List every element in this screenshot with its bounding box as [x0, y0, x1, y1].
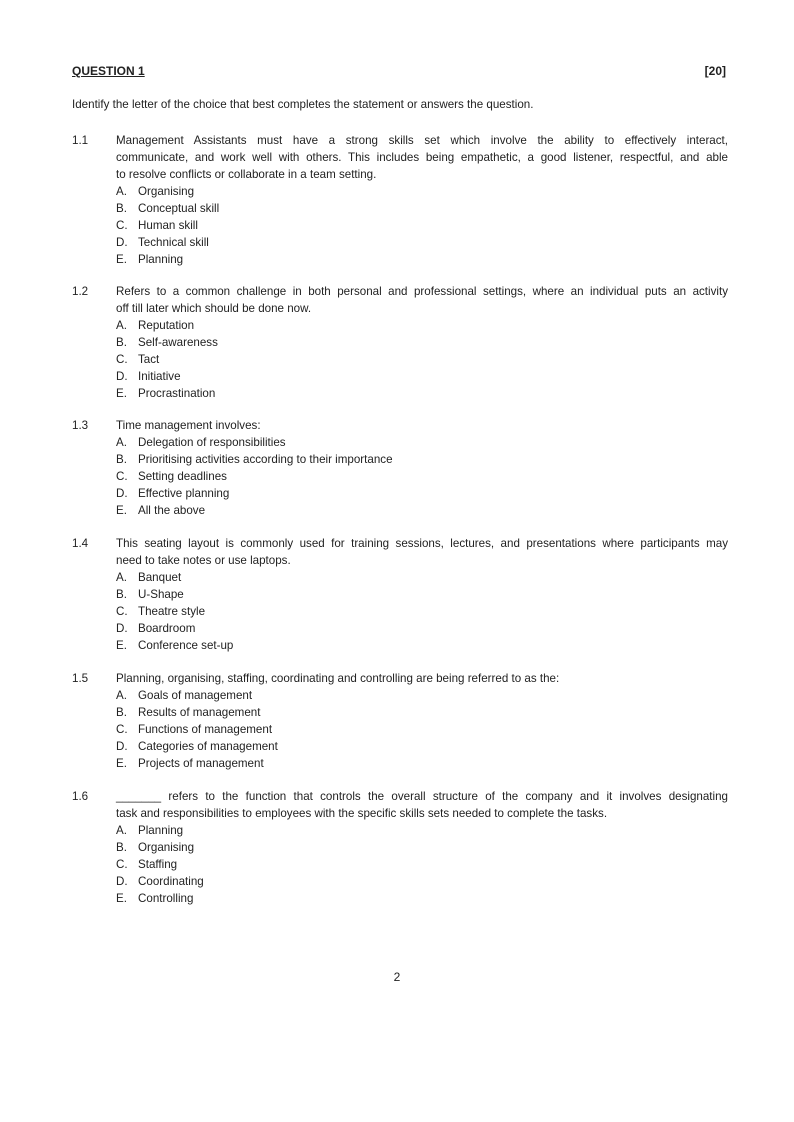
option-letter: E. — [116, 892, 127, 905]
question-item — [72, 670, 728, 772]
question-stem — [116, 670, 728, 687]
stem-line: This seating layout is commonly used for training sessions, lectures, and presentations where participants may — [116, 537, 728, 550]
option-letter: B. — [116, 706, 127, 719]
option-letter: D. — [116, 487, 128, 500]
option-text: Human skill — [138, 219, 198, 232]
stem-line: Refers to a common challenge in both personal and professional settings, where an individual puts an activity — [116, 285, 728, 298]
stem-line: Time management involves: — [116, 419, 261, 432]
answer-option — [116, 200, 728, 217]
question-number: 1.6 — [72, 790, 89, 803]
answer-option — [116, 368, 728, 385]
question-item — [72, 417, 728, 519]
answer-option — [116, 183, 728, 200]
option-text: Projects of management — [138, 757, 264, 770]
option-letter: A. — [116, 319, 127, 332]
answer-option — [116, 620, 728, 637]
option-text: Organising — [138, 185, 195, 198]
option-text: Banquet — [138, 571, 182, 584]
option-letter: A. — [116, 185, 127, 198]
answer-option — [116, 687, 728, 704]
page-number: 2 — [393, 970, 401, 984]
option-text: Theatre style — [138, 605, 206, 618]
option-letter: D. — [116, 740, 128, 753]
option-letter: E. — [116, 757, 127, 770]
stem-line: _______ refers to the function that controls the overall structure of the company and it involves designating — [116, 790, 728, 803]
answer-option — [116, 721, 728, 738]
question-item — [72, 788, 728, 907]
option-text: Controlling — [138, 892, 194, 905]
option-letter: D. — [116, 236, 128, 249]
question-stem — [116, 283, 728, 317]
answer-option — [116, 637, 728, 654]
option-letter: E. — [116, 253, 127, 266]
question-number: 1.5 — [72, 672, 89, 685]
question-stem — [116, 535, 728, 569]
question-number: 1.2 — [72, 285, 89, 298]
option-letter: A. — [116, 436, 127, 449]
answer-option — [116, 385, 728, 402]
option-text: Planning — [138, 253, 184, 266]
answer-option — [116, 251, 728, 268]
option-text: Boardroom — [138, 622, 196, 635]
answer-option — [116, 873, 728, 890]
option-letter: C. — [116, 605, 128, 618]
option-text: Effective planning — [138, 487, 230, 500]
stem-line: to resolve conflicts or collaborate in a team setting. — [116, 168, 377, 181]
option-letter: C. — [116, 858, 128, 871]
option-text: Reputation — [138, 319, 195, 332]
option-text: Goals of management — [138, 689, 253, 702]
option-letter: C. — [116, 470, 128, 483]
option-letter: C. — [116, 219, 128, 232]
answer-option — [116, 334, 728, 351]
option-text: Delegation of responsibilities — [138, 436, 286, 449]
answer-option — [116, 704, 728, 721]
answer-option — [116, 755, 728, 772]
option-text: Self-awareness — [138, 336, 218, 349]
answer-option — [116, 738, 728, 755]
question-item — [72, 535, 728, 654]
option-letter: B. — [116, 336, 127, 349]
answer-option — [116, 234, 728, 251]
question-title: QUESTION 1 — [72, 64, 145, 78]
option-letter: E. — [116, 387, 127, 400]
option-text: Technical skill — [138, 236, 209, 249]
option-letter: C. — [116, 353, 128, 366]
answer-option — [116, 856, 728, 873]
stem-line: Planning, organising, staffing, coordinating and controlling are being referred to as the: — [116, 672, 560, 685]
instruction-text: Identify the letter of the choice that best completes the statement or answers the question. — [72, 98, 534, 111]
option-text: Conceptual skill — [138, 202, 220, 215]
stem-line: task and responsibilities to employees with the specific skills sets needed to complete the tasks. — [116, 807, 608, 820]
option-text: All the above — [138, 504, 206, 517]
question-item — [72, 132, 728, 268]
option-text: Planning — [138, 824, 184, 837]
answer-option — [116, 485, 728, 502]
answer-option — [116, 502, 728, 519]
stem-line: off till later which should be done now. — [116, 302, 312, 315]
question-stem — [116, 788, 728, 822]
option-text: Prioritising activities according to their importance — [138, 453, 393, 466]
option-text: Initiative — [138, 370, 181, 383]
answer-option — [116, 317, 728, 334]
answer-option — [116, 603, 728, 620]
option-text: Conference set-up — [138, 639, 234, 652]
option-letter: C. — [116, 723, 128, 736]
option-letter: A. — [116, 824, 127, 837]
option-text: Categories of management — [138, 740, 278, 753]
option-text: Organising — [138, 841, 195, 854]
answer-option — [116, 451, 728, 468]
stem-line: Management Assistants must have a strong skills set which involve the ability to effectively interact, — [116, 134, 728, 147]
answer-option — [116, 569, 728, 586]
answer-option — [116, 434, 728, 451]
question-number: 1.1 — [72, 134, 89, 147]
option-letter: B. — [116, 202, 127, 215]
option-text: Procrastination — [138, 387, 216, 400]
question-number: 1.4 — [72, 537, 89, 550]
option-letter: D. — [116, 370, 128, 383]
stem-line: communicate, and work well with others. This includes being empathetic, a good listener, respectful, and able — [116, 151, 728, 164]
answer-option — [116, 822, 728, 839]
option-text: Coordinating — [138, 875, 204, 888]
option-text: Results of management — [138, 706, 261, 719]
answer-option — [116, 351, 728, 368]
option-letter: E. — [116, 504, 127, 517]
option-letter: D. — [116, 622, 128, 635]
question-item — [72, 283, 728, 402]
answer-option — [116, 468, 728, 485]
question-number: 1.3 — [72, 419, 89, 432]
stem-line: need to take notes or use laptops. — [116, 554, 291, 567]
option-text: Setting deadlines — [138, 470, 227, 483]
option-text: U-Shape — [138, 588, 184, 601]
question-marks: [20] — [704, 64, 726, 78]
option-text: Tact — [138, 353, 160, 366]
option-letter: A. — [116, 689, 127, 702]
answer-option — [116, 217, 728, 234]
option-letter: E. — [116, 639, 127, 652]
question-stem — [116, 132, 728, 183]
question-stem — [116, 417, 728, 434]
option-text: Functions of management — [138, 723, 273, 736]
answer-option — [116, 839, 728, 856]
option-letter: A. — [116, 571, 127, 584]
option-letter: B. — [116, 841, 127, 854]
option-letter: B. — [116, 588, 127, 601]
option-letter: B. — [116, 453, 127, 466]
answer-option — [116, 890, 728, 907]
answer-option — [116, 586, 728, 603]
option-letter: D. — [116, 875, 128, 888]
option-text: Staffing — [138, 858, 178, 871]
